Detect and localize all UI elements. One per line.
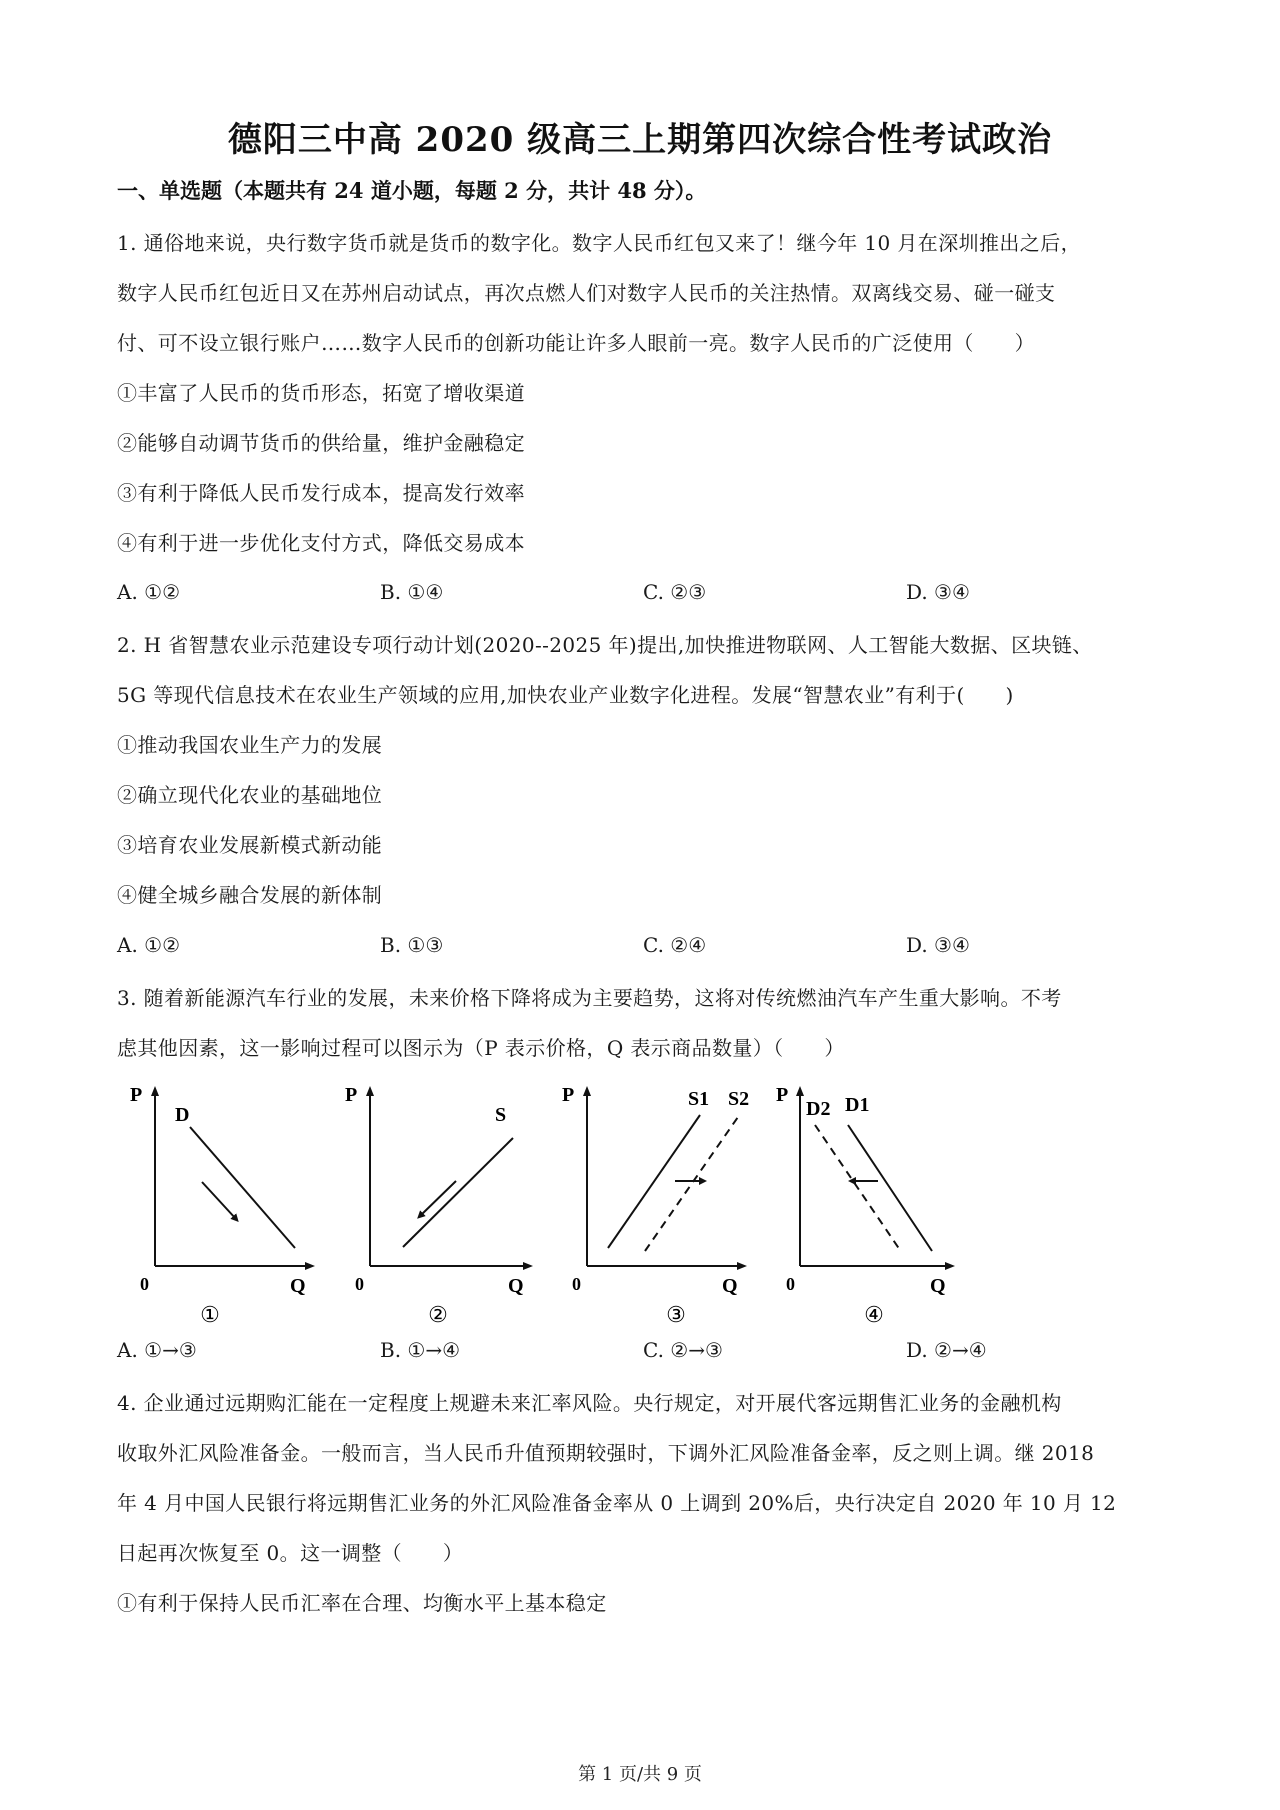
graph-3 [562, 1085, 749, 1325]
curve-label-s1: S1 [688, 1088, 710, 1110]
curve-label-s2: S2 [728, 1088, 750, 1110]
q1-item: ③有利于降低人民币发行成本，提高发行效率 [117, 481, 525, 505]
p-axis-label: P [776, 1085, 789, 1106]
q1-option-b[interactable]: B. ①④ [380, 580, 444, 604]
q4-stem-line: 日起再次恢复至 0。这一调整（ ） [117, 1541, 464, 1565]
q2-item: ①推动我国农业生产力的发展 [117, 733, 383, 757]
supply-curve-s2 [645, 1117, 738, 1251]
q2-options [117, 933, 1177, 963]
q3-option-a[interactable]: A. ①→③ [117, 1338, 197, 1362]
q3-option-b[interactable]: B. ①→④ [380, 1338, 461, 1362]
origin-label: 0 [355, 1274, 364, 1294]
q1-stem-line: 付、可不设立银行账户……数字人民币的创新功能让许多人眼前一亮。数字人民币的广泛使用（ ） [117, 331, 1035, 355]
q2-item: ④健全城乡融合发展的新体制 [117, 883, 383, 907]
section-heading: 一、单选题（本题共有 24 道小题，每题 2 分，共计 48 分）。 [117, 178, 707, 203]
curve-label-d1: D1 [845, 1094, 870, 1116]
q1-stem-line: 1. 通俗地来说，央行数字货币就是货币的数字化。数字人民币红包又来了！继今年 10 月在深圳推出之后， [117, 231, 1082, 255]
q3-option-d[interactable]: D. ②→④ [906, 1338, 987, 1362]
q4-stem-line: 4. 企业通过远期购汇能在一定程度上规避未来汇率风险。央行规定，对开展代客远期售汇业务的金融机构 [117, 1391, 1062, 1415]
q3-stem-line: 虑其他因素，这一影响过程可以图示为（P 表示价格，Q 表示商品数量）（ ） [117, 1036, 845, 1060]
origin-label: 0 [140, 1274, 149, 1294]
graph-caption-2: ② [428, 1302, 448, 1325]
page-footer: 第 1 页/共 9 页 [578, 1764, 702, 1785]
q1-item: ①丰富了人民币的货币形态，拓宽了增收渠道 [117, 381, 525, 405]
curve-label-s: S [495, 1104, 507, 1126]
shift-arrow-down [202, 1182, 236, 1219]
q2-stem-line: 5G 等现代信息技术在农业生产领域的应用,加快农业产业数字化进程。发展“智慧农业”有利于( ) [117, 683, 1014, 707]
q2-option-a[interactable]: A. ①② [117, 933, 181, 957]
q1-options [117, 580, 1177, 610]
curve-label-d: D [175, 1104, 190, 1126]
q4-stem-line: 年 4 月中国人民银行将远期售汇业务的外汇风险准备金率从 0 上调到 20%后，央行决定自 2020 年 10 月 12 [117, 1491, 1117, 1515]
graph-2 [345, 1085, 528, 1325]
q2-option-c[interactable]: C. ②④ [643, 933, 707, 957]
q2-stem-line: 2. H 省智慧农业示范建设专项行动计划(2020--2025 年)提出,加快推进物联网、人工智能大数据、区块链、 [117, 633, 1093, 657]
demand-curve-d1 [848, 1125, 932, 1251]
supply-demand-diagrams [100, 1085, 1000, 1325]
q4-stem-line: 收取外汇风险准备金。一般而言，当人民币升值预期较强时，下调外汇风险准备金率，反之则上调。继 2018 [117, 1441, 1095, 1465]
q3-options [117, 1338, 1177, 1368]
curve-label-d2: D2 [806, 1098, 831, 1120]
p-axis-label: P [562, 1085, 575, 1106]
supply-demand-figure [100, 1085, 1000, 1325]
origin-label: 0 [786, 1274, 795, 1294]
q2-option-b[interactable]: B. ①③ [380, 933, 444, 957]
graph-1 [130, 1085, 310, 1325]
demand-curve-d2 [815, 1125, 900, 1250]
q1-option-c[interactable]: C. ②③ [643, 580, 707, 604]
graph-caption-4: ④ [864, 1302, 884, 1325]
exam-title: 德阳三中高 2020 级高三上期第四次综合性考试政治 [227, 120, 1053, 160]
q-axis-label: Q [930, 1275, 946, 1297]
q1-option-d[interactable]: D. ③④ [906, 580, 970, 604]
q-axis-label: Q [290, 1275, 306, 1297]
q1-item: ④有利于进一步优化支付方式，降低交易成本 [117, 531, 525, 555]
origin-label: 0 [572, 1274, 581, 1294]
p-axis-label: P [130, 1085, 143, 1106]
q3-option-c[interactable]: C. ②→③ [643, 1338, 723, 1362]
q1-option-a[interactable]: A. ①② [117, 580, 181, 604]
graph-4 [776, 1085, 950, 1325]
graph-caption-1: ① [200, 1302, 220, 1325]
q2-option-d[interactable]: D. ③④ [906, 933, 970, 957]
q2-item: ③培育农业发展新模式新动能 [117, 833, 383, 857]
q3-stem-line: 3. 随着新能源汽车行业的发展，未来价格下降将成为主要趋势，这将对传统燃油汽车产生重大影响。不考 [117, 986, 1062, 1010]
q1-item: ②能够自动调节货币的供给量，维护金融稳定 [117, 431, 525, 455]
q-axis-label: Q [508, 1275, 524, 1297]
q1-stem-line: 数字人民币红包近日又在苏州启动试点，再次点燃人们对数字人民币的关注热情。双离线交易、碰一碰支 [117, 281, 1056, 305]
q-axis-label: Q [722, 1275, 738, 1297]
graph-caption-3: ③ [666, 1302, 686, 1325]
q4-item: ①有利于保持人民币汇率在合理、均衡水平上基本稳定 [117, 1591, 607, 1615]
supply-curve-s [403, 1138, 513, 1247]
p-axis-label: P [345, 1085, 358, 1106]
q2-item: ②确立现代化农业的基础地位 [117, 783, 383, 807]
